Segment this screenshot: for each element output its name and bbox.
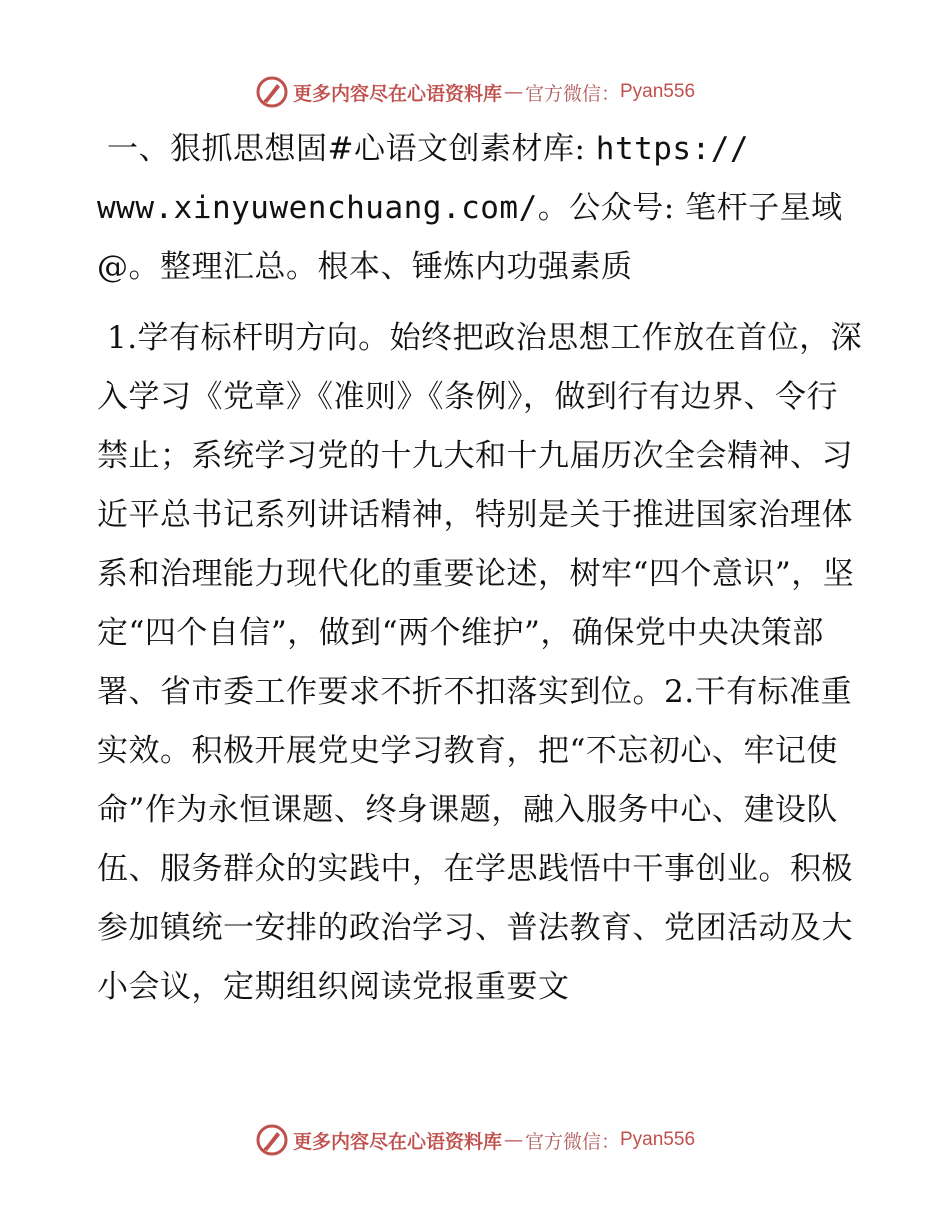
feather-pen-logo-icon	[255, 1123, 289, 1157]
heading-text-part1: 一、狠抓思想固#心语文创素材库:	[107, 131, 596, 167]
watermark-id: Pyan556	[620, 1129, 696, 1150]
watermark-id: Pyan556	[620, 81, 696, 102]
watermark-header	[0, 72, 950, 112]
watermark-sub-text: 官方微信：	[524, 82, 620, 105]
watermark-dash: —	[503, 1129, 523, 1151]
heading-text-part2: 。公众号: 笔杆子星域@。整理汇总。根本、锤炼内功强素质	[97, 190, 843, 285]
watermark-main-text: 更多内容尽在心语资料库	[292, 82, 502, 105]
watermark-main-text: 更多内容尽在心语资料库	[292, 1130, 502, 1153]
heading-url: https:// www.xinyuwenchuang.com/	[97, 131, 750, 226]
body-paragraph: 1.学有标杆明方向。始终把政治思想工作放在首位，深入学习《党章》《准则》《条例》，做到行有边界、令行禁止；系统学习党的十九大和十九届历次全会精神、习近平总书记系列讲话精神，特别是关于推进国家治理体系和治理能力现代化的重要论述，树牢“四个意识”，坚定“四个自信”，做到“两个维护”，确保党中央决策部署、省市委工作要求不折不扣落实到位。2.干有标准重实效。积极开展党史学习教育，把“不忘初心、牢记使命”作为永恒课题、终身课题，融入服务中心、建设队伍、服务群众的实践中，在学思践悟中干事创业。积极参加镇统一安排的政治学习、普法教育、党团活动及大小会议，定期组织阅读党报重要文	[97, 320, 863, 1005]
document-body	[97, 120, 867, 1017]
section-heading	[97, 120, 867, 297]
watermark-footer	[0, 1120, 950, 1160]
watermark-sub-text: 官方微信：	[524, 1130, 620, 1153]
feather-pen-logo-icon	[255, 75, 289, 109]
watermark-dash: —	[503, 81, 523, 103]
